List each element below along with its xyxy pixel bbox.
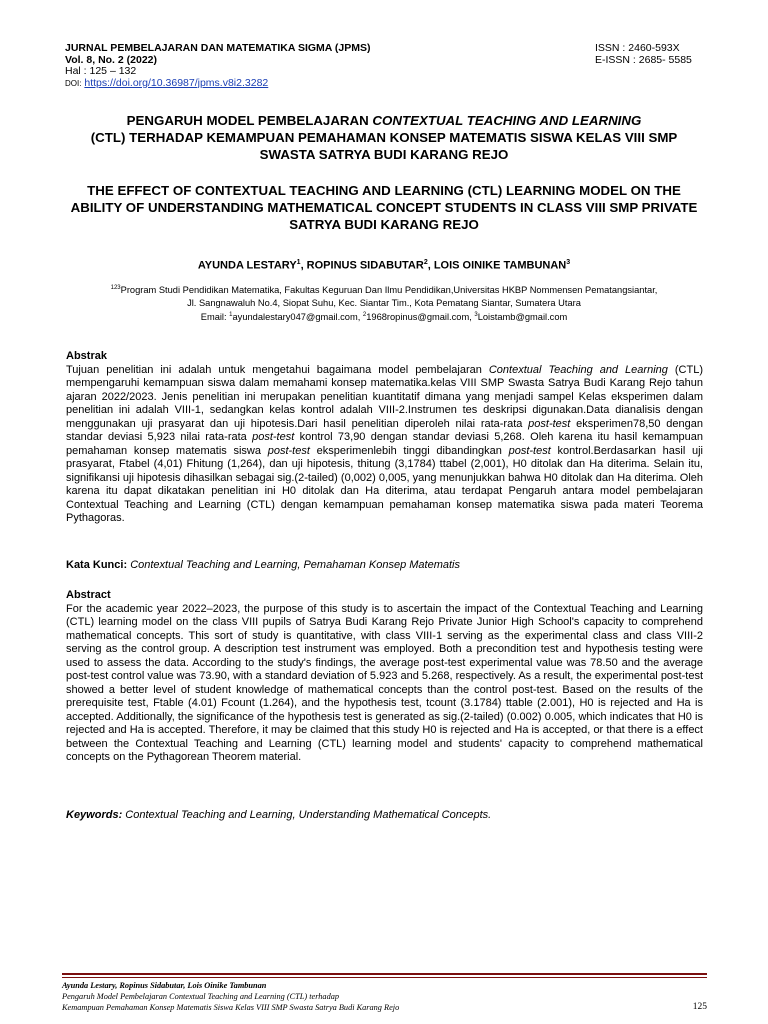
footer-title-line2: Kemampuan Pemahaman Konsep Matematis Siswa Kelas VIII SMP Swasta Satrya Budi Karang Rejo bbox=[62, 1003, 400, 1012]
author-list bbox=[62, 259, 706, 272]
footer-authors-rest: , Ropinus Sidabutar, Lois Oinike Tambunan bbox=[115, 981, 267, 990]
footer-divider-thin bbox=[62, 977, 707, 978]
footer-author-first: Ayunda Lestary bbox=[62, 981, 116, 990]
abstrak-section bbox=[66, 350, 703, 526]
kata-kunci-label: Kata Kunci: bbox=[66, 559, 131, 571]
abstrak-text-3: eksperimen78,50 dengan standar deviasi 5,923 nilai rata-rata bbox=[66, 417, 703, 443]
abstrak-italic-4: post-test bbox=[267, 444, 310, 457]
abstrak-text-2: (CTL) mempengaruhi kemampuan siswa dalam memahami konsep matematika.kelas VIII SMP Swasta Satrya Budi Karang Rejo tahun ajaran 2022/2023. Jenis penelitian ini merupakan penelitian kuantitatif dimana yang menjadi sampel Kelas eksperimen dalam penelitian ini adalah VIII-1, sedangkan kelas kontrol adalah VIII-2.Instrumen tes deskripsi digunakan.Data dianalisis dengan menggunakan uji prasyarat dan uji hipotesis.Dari hasil penelitian diperoleh nilai rata-rata bbox=[66, 363, 703, 430]
email-1: ayundalestary047@gmail.com, bbox=[232, 312, 363, 323]
title-indonesian bbox=[62, 112, 706, 163]
author-1: AYUNDA LESTARY bbox=[197, 259, 297, 272]
email-label: Email: bbox=[200, 312, 230, 323]
kata-kunci-text: Contextual Teaching and Learning, Pemahaman Konsep Matematis bbox=[130, 559, 460, 571]
page-footer bbox=[62, 980, 707, 1013]
eissn: E-ISSN : 2685- 5585 bbox=[595, 53, 692, 66]
title-id-italic: CONTEXTUAL TEACHING AND LEARNING bbox=[372, 113, 642, 128]
issn: ISSN : 2460-593X bbox=[595, 42, 680, 54]
abstrak-text-6: kontrol.Berdasarkan hasil uji prasyarat, Ftabel (4,01) Fhitung (1,264), dan uji hipotesis, thitung (3,1784) ttabel (2,001), H0 ditolak dan Ha diterima. Selain itu, signifikansi uji hipotesis dihasilkan sebagai sig.(2-tailed) (0,002) 0,005, yang menunjukkan bahwa H0 ditolak dan Ha diterima. Oleh karena itu dapat dikatakan penelitian ini H0 ditolak dan Ha diterima, atau terdapat Pengaruh antara model pembelajaran Contextual Teaching and Learning (CTL) dengan kemampuan pemahaman konsep matematika siswa pada materi Teorema Pythagoras. bbox=[66, 444, 703, 524]
journal-header bbox=[65, 43, 705, 89]
email-2: 1968ropinus@gmail.com, bbox=[366, 312, 475, 323]
title-id-part1: PENGARUH MODEL PEMBELAJARAN bbox=[126, 113, 373, 128]
abstract-section bbox=[66, 589, 703, 765]
keywords-label: Keywords: bbox=[66, 809, 126, 821]
abstrak-text-4: kontrol 73,90 dengan standar deviasi 5,268. Oleh karena itu hasil kemampuan pemahaman konsep matematis siswa bbox=[66, 431, 703, 457]
abstrak-italic-1: Contextual Teaching and Learning bbox=[488, 363, 668, 376]
doi-label: DOI: bbox=[65, 78, 82, 88]
footer-title-line1: Pengaruh Model Pembelajaran Contextual Teaching and Learning (CTL) terhadap bbox=[62, 992, 340, 1001]
page-number: 125 bbox=[692, 1002, 707, 1012]
keywords-text: Contextual Teaching and Learning, Understanding Mathematical Concepts. bbox=[125, 809, 492, 821]
abstrak-italic-3: post-test bbox=[252, 431, 295, 443]
author-2-sup: 2 bbox=[423, 259, 428, 266]
author-3-sup: 3 bbox=[566, 259, 571, 266]
author-1-sup: 1 bbox=[296, 259, 301, 266]
title-id-part2: (CTL) TERHADAP KEMAMPUAN PEMAHAMAN KONSEP MATEMATIS SISWA KELAS VIII SMP SWASTA SATRYA BUDI KARANG REJO bbox=[90, 130, 678, 162]
journal-name: JURNAL PEMBELAJARAN DAN MATEMATIKA SIGMA (JPMS) bbox=[65, 42, 371, 54]
abstract-body: For the academic year 2022–2023, the purpose of this study is to ascertain the impact of the Contextual Teaching and Learning (CTL) learning model on the class VIII pupils of Satrya Budi Karang Rejo Private Junior High School's capacity to comprehend mathematical concepts. This sort of study is quantitative, with class VIII-1 serving as the experimental class and class VIII-2 serving as the control group. A description test instrument was employed. Both a precondition test and hypothesis testing were used to assess the data. According to the study's findings, the average post-test experimental value was 78.50 and the average post-test control value was 73.90, with a standard deviation of 5.923 and 5.268, respectively. As a result, the experimental post-test showed a better level of student knowledge of mathematical concepts than the control post-test. Based on the results of the prerequisite test, Ftable (4.01) Fcount (1.264), and the hypothesis test, tcount (3.1784) ttable (2.001), H0 is rejected and Ha is accepted. Additionally, the significance of the hypothesis test is generated as sig.(2-tailed) (0.002) 0.005, which indicates that H0 is rejected and Ha is accepted. Therefore, it may be claimed that this study H0 is rejected and Ha is accepted, or that there is a effect between the Contextual Teaching and Learning (CTL) learning model and students' capacity to comprehend mathematical concepts on the Pythagorean Theorem material. bbox=[66, 602, 703, 763]
abstrak-body bbox=[66, 364, 703, 526]
email-3-sup: 3 bbox=[474, 312, 478, 319]
journal-pages: Hal : 125 – 132 bbox=[65, 65, 137, 77]
title-english: THE EFFECT OF CONTEXTUAL TEACHING AND LEARNING (CTL) LEARNING MODEL ON THE ABILITY OF UNDERSTANDING MATHEMATICAL CONCEPT STUDENTS IN CLASS VIII SMP PRIVATE SATRYA BUDI KARANG REJO bbox=[70, 183, 698, 232]
email-line bbox=[62, 309, 706, 324]
author-2: , ROPINUS SIDABUTAR bbox=[300, 259, 424, 272]
abstrak-text-1: Tujuan penelitian ini adalah untuk mengetahui bagaimana model pembelajaran bbox=[66, 363, 489, 376]
author-3: , LOIS OINIKE TAMBUNAN bbox=[427, 259, 567, 272]
affil-line2: Jl. Sangnawaluh No.4, Siopat Suhu, Kec. Siantar Tim., Kota Pematang Siantar, Sumatera Utara bbox=[187, 297, 581, 308]
email-1-sup: 1 bbox=[229, 312, 233, 319]
affiliation bbox=[62, 282, 706, 324]
abstrak-heading: Abstrak bbox=[66, 350, 107, 362]
abstract-heading: Abstract bbox=[66, 589, 111, 601]
abstrak-italic-5: post-test bbox=[508, 444, 551, 457]
affil-sup: 123 bbox=[110, 285, 121, 291]
affil-line1: Program Studi Pendidikan Matematika, Fakultas Keguruan Dan Ilmu Pendidikan,Universitas HKBP Nommensen Pematangsiantar, bbox=[120, 285, 658, 296]
abstrak-italic-2: post-test bbox=[528, 417, 571, 430]
abstrak-text-5: eksperimenlebih tinggi dibandingkan bbox=[309, 444, 509, 457]
footer-divider-thick bbox=[62, 973, 707, 975]
kata-kunci bbox=[66, 559, 703, 573]
journal-volume: Vol. 8, No. 2 (2022) bbox=[65, 53, 158, 66]
doi-link[interactable]: https://doi.org/10.36987/jpms.v8i2.3282 bbox=[84, 76, 269, 89]
email-3: Loistamb@gmail.com bbox=[477, 312, 568, 323]
email-2-sup: 2 bbox=[362, 312, 367, 319]
keywords bbox=[66, 809, 703, 823]
